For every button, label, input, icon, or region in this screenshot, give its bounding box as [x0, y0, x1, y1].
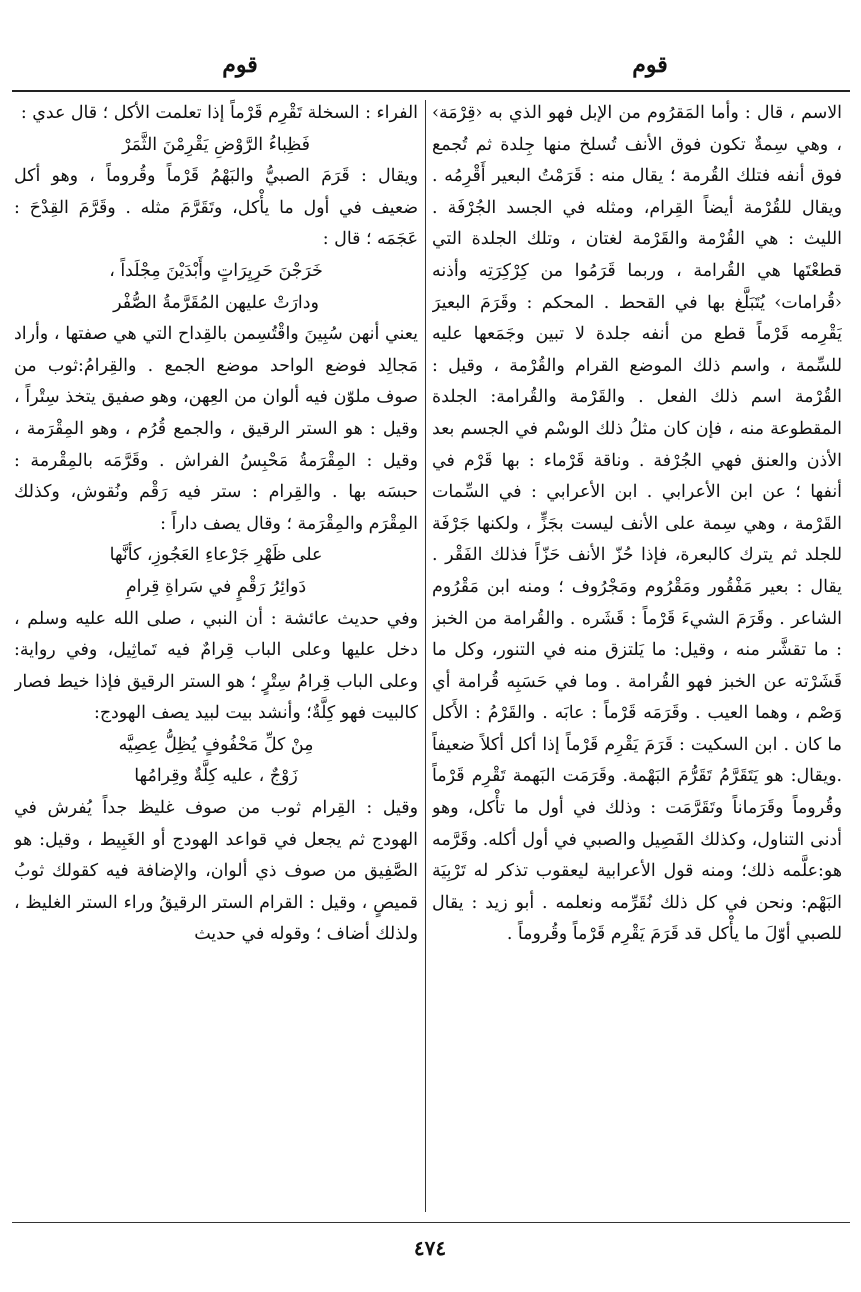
verse-1-line: فَظِباءُ الرَّوْضِ يَقْرِمْنَ الثَّمَرْ — [122, 134, 310, 155]
verse-4 — [14, 730, 418, 793]
page-number: ٤٧٤ — [413, 1236, 447, 1260]
right-column-text: الاسم ، قال : وأما المَقرُوم من الإبل فهو الذي به ‹قِرْمَة› ، وهي سِمةٌ تكون فوق الأنف تُسلخ منها جِلدة ثم تُجمع فوق أنفه فتلك القُرمة ؛ يقال منه : قَرَمْتُ البعير أَقْرِمُه . ويقال للقُرْمة أيضاً القِرام، ومثله في الجسد الجُرْفَة . الليث : هي القُرْمة والقَرْمة لغتان ، وتلك الجلدة التي قطعْتَها هي القُرامة ، وربما قَرَمُوا من كِرْكِرَتِه وأذنه ‹قُرامات› يُتَبَلَّغ بها في القحط . المحكم : وقَرَمَ البعيرَ يَقْرِمه قَرْماً قطع من أنفه جلدة لا تبين وجَمَعها عليه للسِّمة ، واسم ذلك الموضع القرام والقُرْمة ، وقيل : القُرْمة اسم ذلك الفعل . والقَرْمة والقُرامة: الجلدة المقطوعة منه ، فإن كان مثلُ ذلك الوسْم في الجسم بعد الأذن والعنق فهي الجُرْفة . وناقة قَرْماء : بها قَرْم في أنفها ؛ عن ابن الأعرابي . ابن الأعرابي : في السِّمات القَرْمة ، وهي سِمة على الأنف ليست بجَزٍّ ، ولكنها جَرْفَة للجلد ثم يترك كالبعرة، فإذا حُزّ الأنف حَزّاً فذلك الفَقْر . يقال : بعير مَفْقُور ومَقْرُوم ومَجْرُوف ؛ ومنه ابن مَقْرُوم الشاعر . وقَرَمَ الشيءَ قَرْماً : قَشَره . والقُرامة من الخبز : ما تقشَّر منه ، وقيل: ما يَلتزق منه في التنور، وكل ما قَشَرْته عن الخبز فهو القُرامة . وما في حَسَبِه قُرامة أي وَصْم ، وهما العيب . وقَرَمَه قَرْماً : عابَه . والقَرْمُ : الأَكل ما كان . ابن السكيت : قَرَمَ يَقْرِم قَرْماً إذا أكل أكلاً ضعيفاً .ويقال: هو يَتَقَرَّمُ تَقَرُّمَ البَهْمة. وقَرَمَت البَهمة تَقْرِم قَرْماً وقُروماً وقَرَماناً وتَقَرَّمَت : وذلك في أول ما تأْكل، وهو أدنى التناول، وكذلك الفَصِيل والصبي في أول أكله. وقَرَّمه هو:علَّمه ذلك؛ ومنه قول الأعرابية ليعقوب تذكر له تَرْبِيَة البَهْم: ونحن في كل ذلك نُقَرِّمه ونعلمه . أبو زيد : يقال للصبي أوّلَ ما يأْكل قد قَرَمَ يَقْرِم قَرْماً وقُروماً . — [432, 103, 842, 945]
verse-2-line-2: ودارَتْ عليهن المُقَرَّمةُ الصُّفْر — [113, 292, 319, 313]
footer-rule — [12, 1222, 850, 1223]
left-paragraph-1: الفراء : السخلة تَقْرِم قَرْماً إذا تعلمت الأكل ؛ قال عدي : — [20, 103, 418, 123]
left-paragraph-2: ويقال : قَرَمَ الصبيُّ والبَهْمُ قَرْماً وقُروماً ، وهو أكل ضعيف في أول ما يأْكل، وتَقَرَّمَ مثله . وقَرَّمَ القِدْحَ : عَجَمَه ؛ قال : — [14, 166, 418, 250]
verse-2 — [14, 256, 418, 319]
column-divider — [425, 100, 426, 1212]
verse-3-line-1: على ظَهْرِ جَرْعاءِ العَجُوزِ، كأنَّها — [109, 545, 323, 566]
verse-3-line-2: دَوائِرُ رَقْمٍ في سَراةِ قِرامِ — [125, 576, 307, 597]
left-column — [14, 98, 418, 1213]
header-rule — [12, 90, 850, 92]
header-left-entry-word: قوم — [222, 52, 258, 78]
verse-4-line-2: زَوْجٌ ، عليه كِلَّةٌ وقِرامُها — [134, 766, 298, 787]
header-right-entry-word: قوم — [632, 52, 668, 78]
left-paragraph-3: يعني أنهن سُبِينَ واقْتُسِمن بالقِداح التي هي صفتها ، وأراد مَجالِد فوضع الواحد موضع الجمع . والقِرامُ:ثوب من صوف ملوّن فيه ألوان من العِهن، وهو صفيق يتخذ سِتْراً ، وقيل : هو الستر الرقيق ، والجمع قُرُم ، وهو المِقْرَمة ، وقيل : المِقْرَمةُ مَحْبِسُ الفراش . وقَرَّمَه بالمِقْرمة : حبسَه بها . والقِرام : ستر فيه رَقْم ونُقوش، وكذلك المِقْرَم والمِقْرَمة ؛ وقال يصف داراً : — [14, 324, 418, 534]
right-column — [432, 98, 842, 1213]
left-paragraph-4: وفي حديث عائشة : أن النبي ، صلى الله عليه وسلم ، دخل عليها وعلى الباب قِرامٌ فيه تَماثِيل، وفي رواية: وعلى الباب قِرامُ سِتْرٍ ؛ هو الستر الرقيق فإذا خيط فصار كالبيت فهو كِلَّةٌ؛ وأنشد بيت لبيد يصف الهودج: — [14, 608, 418, 724]
page-header — [10, 52, 850, 88]
left-paragraph-5: وقيل : القِرام ثوب من صوف غليظ جداً يُفرش في الهودج ثم يجعل في قواعد الهودج أو الغَبِيط ، وقيل: هو الصَّفِيق من صوف ذي ألوان، والإضافة فيه كقولك ثوبُ قميصٍ ، وقيل : القرام الستر الرقيقُ وراء الستر الغليظ ، ولذلك أضاف ؛ وقوله في حديث — [14, 798, 418, 945]
verse-2-line-1: خَرَجْنَ حَرِيِرَاتٍ وأَبْدَيْنَ مِجْلَداً ، — [109, 260, 323, 281]
verse-3 — [14, 540, 418, 603]
verse-1 — [14, 130, 418, 162]
verse-4-line-1: مِنْ كلِّ مَحْفُوفٍ يُظِلُّ عِصِيَّه — [118, 734, 314, 755]
